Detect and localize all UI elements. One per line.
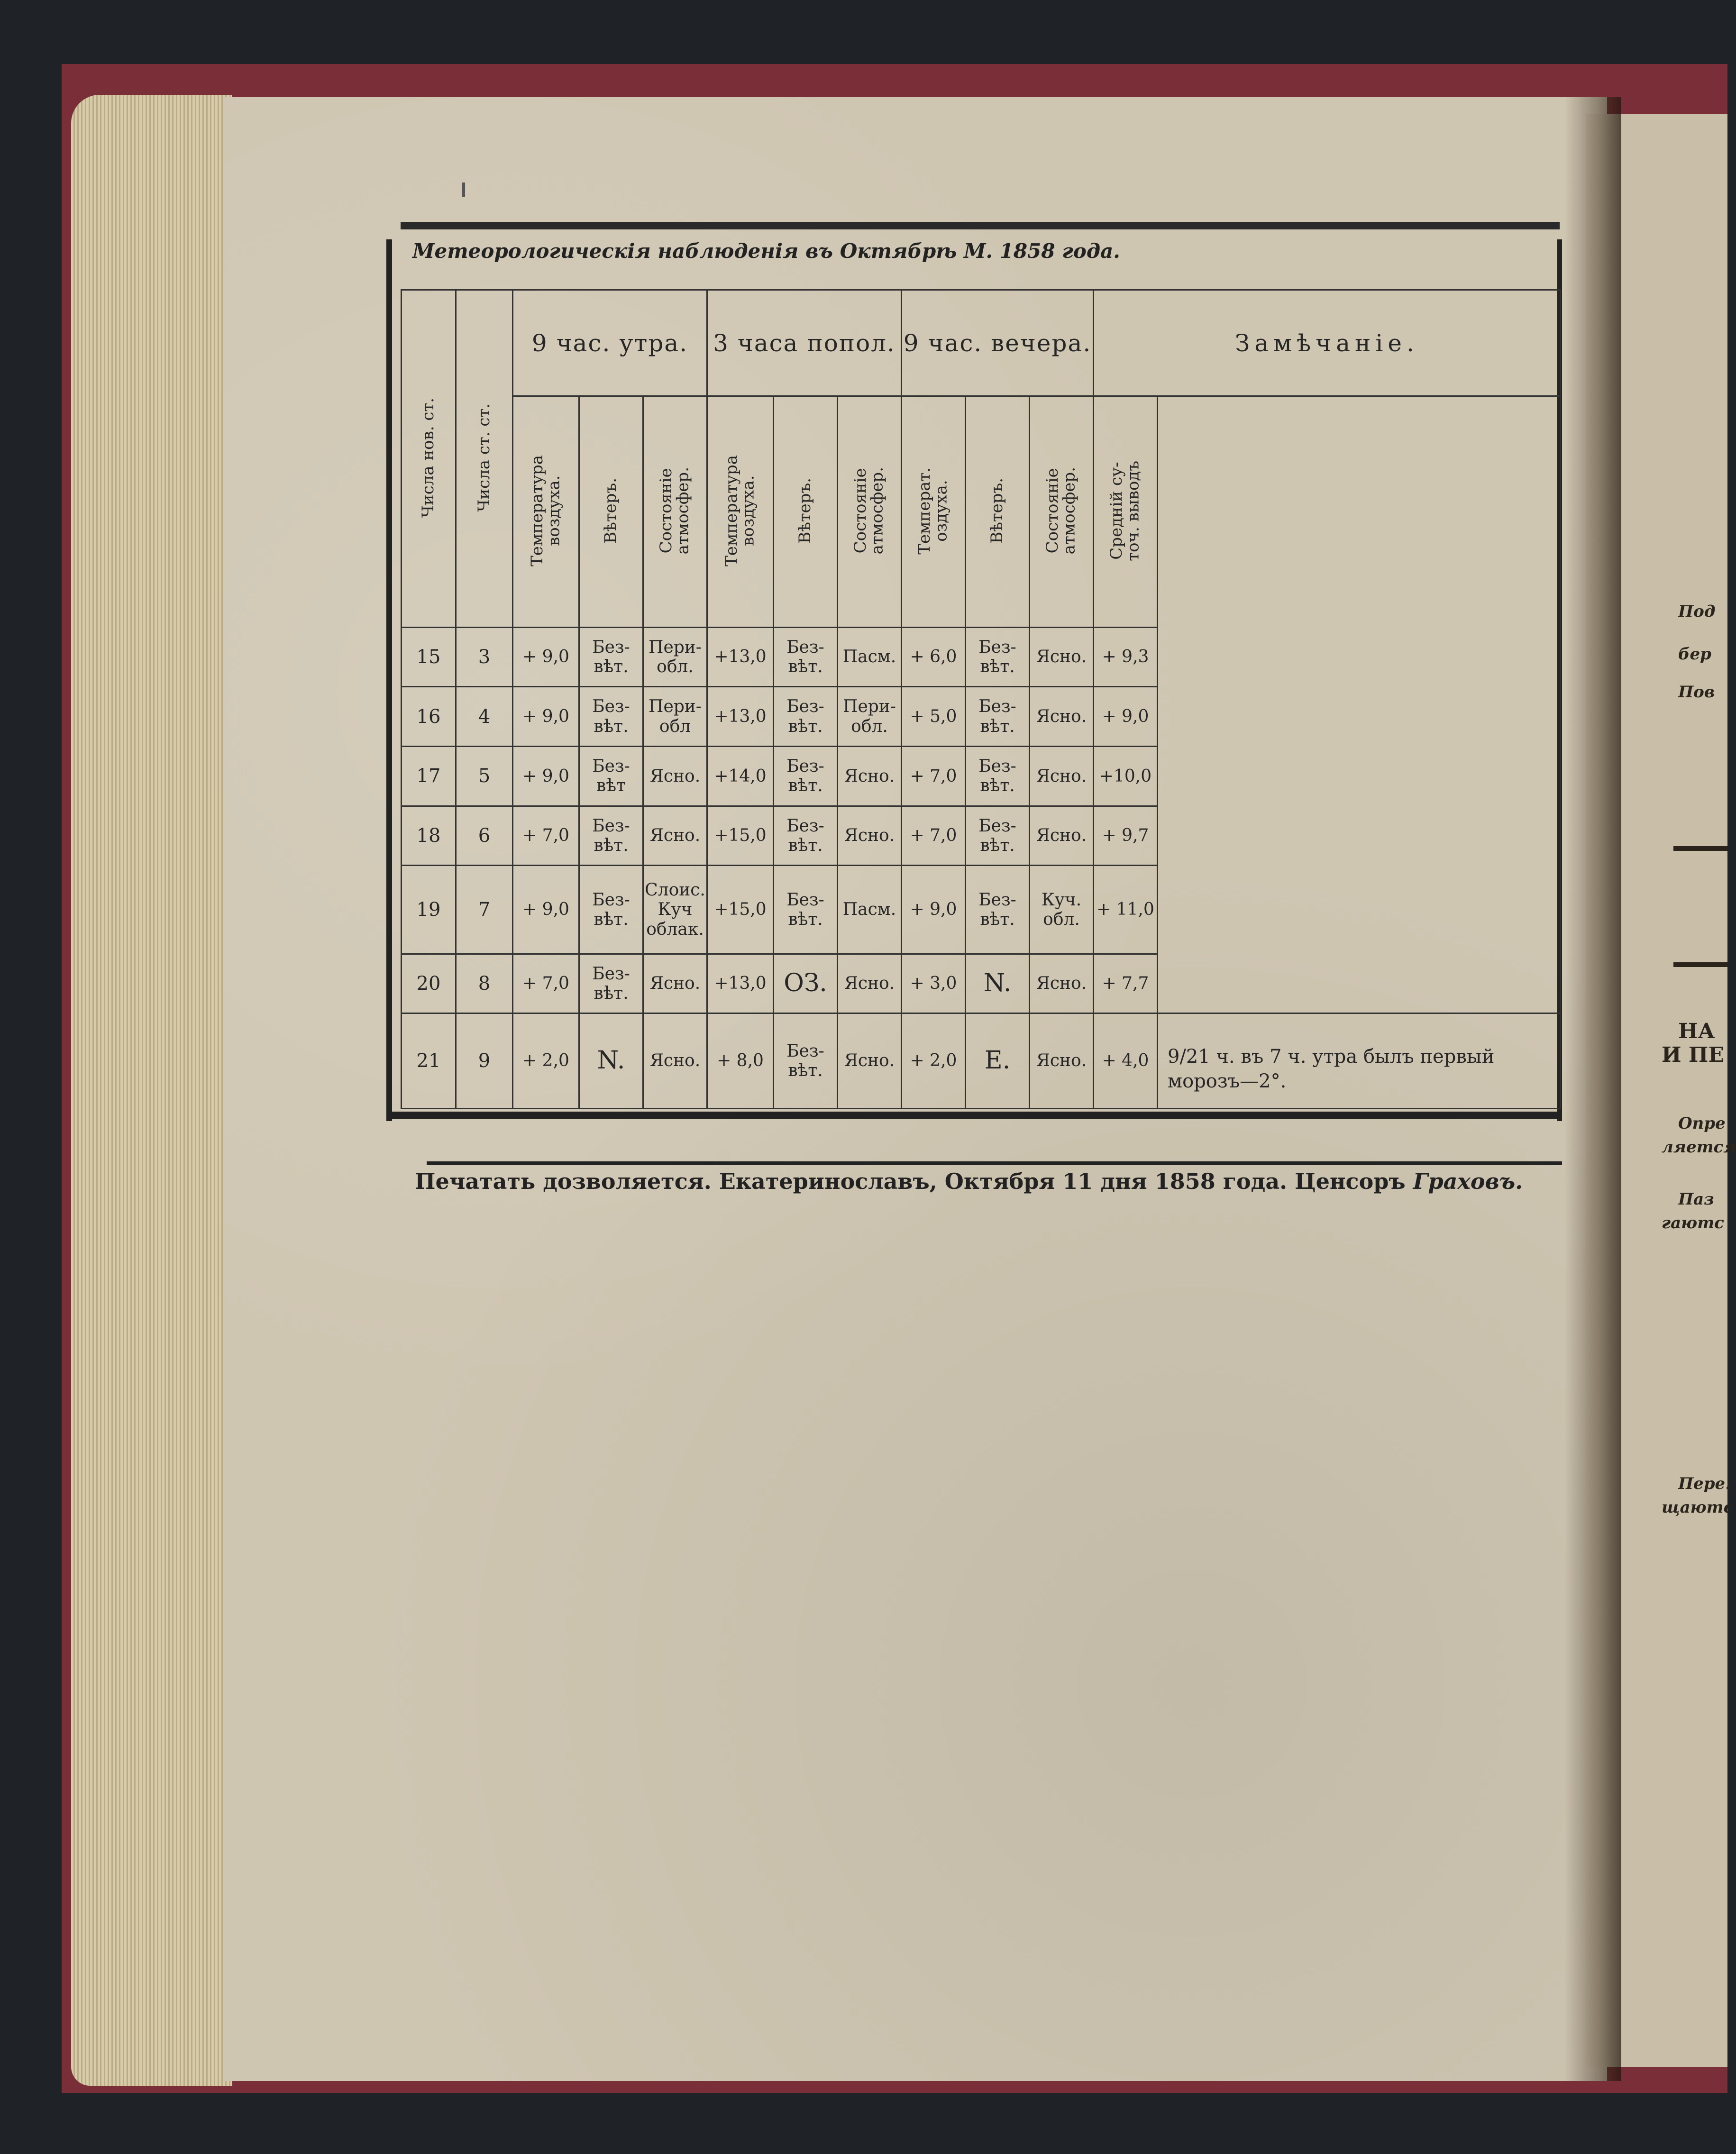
daily-average: + 4,0: [1094, 1013, 1158, 1109]
daily-average: + 9,0: [1094, 687, 1158, 747]
afternoon-wind: Без- вѣт.: [774, 627, 838, 687]
col-afternoon-wind: Вѣтеръ.: [774, 396, 838, 628]
gutter-shadow: [1564, 97, 1621, 2081]
censor-text: Печатать дозволяется. Екатеринославъ, Октября 11 дня 1858 года. Ценсоръ: [415, 1168, 1413, 1194]
evening-wind: E.: [966, 1013, 1030, 1109]
day-old-style: 3: [456, 627, 513, 687]
col-morning-wind: Вѣтеръ.: [579, 396, 643, 628]
evening-wind: Без- вѣт.: [966, 747, 1030, 806]
table-row: [402, 687, 1561, 747]
afternoon-temp: +13,0: [707, 954, 774, 1013]
day-old-style: 9: [456, 1013, 513, 1109]
afternoon-temp: +15,0: [707, 806, 774, 866]
afternoon-temp: +13,0: [707, 687, 774, 747]
evening-temp: + 7,0: [902, 806, 966, 866]
daily-average: + 9,3: [1094, 627, 1158, 687]
afternoon-wind: Без- вѣт.: [774, 687, 838, 747]
afternoon-wind: Без- вѣт.: [774, 806, 838, 866]
morning-atm: Слоис. Куч облак.: [643, 866, 707, 954]
morning-wind: Без- вѣт.: [579, 866, 643, 954]
evening-temp: + 3,0: [902, 954, 966, 1013]
afternoon-atm: Пасм.: [838, 866, 902, 954]
fragment: ляется: [1662, 1138, 1736, 1157]
group-afternoon: 3 часа попол.: [707, 290, 902, 396]
morning-temp: + 9,0: [513, 687, 579, 747]
evening-atm: Ясно.: [1030, 627, 1094, 687]
daily-average: + 11,0: [1094, 866, 1158, 954]
morning-temp: + 9,0: [513, 627, 579, 687]
evening-wind: Без- вѣт.: [966, 806, 1030, 866]
evening-wind: Без- вѣт.: [966, 866, 1030, 954]
col-evening-temp: Температ. оздуха.: [902, 396, 966, 628]
col-morning-atm: Состояніе атмосфер.: [643, 396, 707, 628]
morning-temp: + 7,0: [513, 954, 579, 1013]
fragment: Паз: [1678, 1190, 1714, 1209]
day-old-style: 5: [456, 747, 513, 806]
col-evening-wind: Вѣтеръ.: [966, 396, 1030, 628]
censor-note: [415, 1168, 1523, 1194]
daily-average: + 9,7: [1094, 806, 1158, 866]
afternoon-wind: Без- вѣт.: [774, 1013, 838, 1109]
table-row: [402, 747, 1561, 806]
fragment: Пере.: [1678, 1474, 1731, 1493]
day-old-style: 7: [456, 866, 513, 954]
afternoon-wind: ОЗ.: [774, 954, 838, 1013]
col-new-style: Числа нов. ст.: [402, 290, 456, 628]
afternoon-temp: +14,0: [707, 747, 774, 806]
morning-atm: Ясно.: [643, 806, 707, 866]
pencil-mark: [462, 183, 465, 197]
morning-wind: Без- вѣт.: [579, 627, 643, 687]
morning-wind: Без- вѣт.: [579, 687, 643, 747]
day-old-style: 8: [456, 954, 513, 1013]
morning-wind: Без- вѣт.: [579, 806, 643, 866]
remark-blank: [1158, 627, 1561, 687]
col-morning-temp: Температура воздуха.: [513, 396, 579, 628]
col-afternoon-atm: Состояніе атмосфер.: [838, 396, 902, 628]
evening-atm: Ясно.: [1030, 1013, 1094, 1109]
footer-rule: [427, 1161, 1562, 1165]
evening-temp: + 9,0: [902, 866, 966, 954]
evening-atm: Куч. обл.: [1030, 866, 1094, 954]
divider: [1673, 962, 1727, 967]
afternoon-atm: Пери- обл.: [838, 687, 902, 747]
group-morning: 9 час. утра.: [513, 290, 707, 396]
divider: [1673, 846, 1727, 851]
morning-wind: N.: [579, 1013, 643, 1109]
morning-atm: Ясно.: [643, 954, 707, 1013]
page-edges: [71, 95, 232, 2086]
evening-wind: Без- вѣт.: [966, 687, 1030, 747]
morning-atm: Ясно.: [643, 1013, 707, 1109]
daily-average: +10,0: [1094, 747, 1158, 806]
afternoon-atm: Пасм.: [838, 627, 902, 687]
evening-wind: Без- вѣт.: [966, 627, 1030, 687]
day-new-style: 21: [402, 1013, 456, 1109]
remark-blank: [1158, 687, 1561, 747]
afternoon-atm: Ясно.: [838, 747, 902, 806]
col-old-style: Числа ст. ст.: [456, 290, 513, 628]
day-new-style: 17: [402, 747, 456, 806]
evening-atm: Ясно.: [1030, 806, 1094, 866]
col-afternoon-temp: Температура воздуха.: [707, 396, 774, 628]
morning-temp: + 2,0: [513, 1013, 579, 1109]
weather-table: [401, 289, 1561, 1109]
remark-blank: [1158, 954, 1561, 1013]
morning-temp: + 9,0: [513, 866, 579, 954]
evening-temp: + 7,0: [902, 747, 966, 806]
morning-wind: Без- вѣт: [579, 747, 643, 806]
table-row: [402, 1013, 1561, 1109]
group-remark: Замѣчаніе.: [1094, 290, 1561, 396]
day-new-style: 18: [402, 806, 456, 866]
remark-blank: [1158, 806, 1561, 866]
header-group-row: [402, 290, 1561, 396]
fragment: щаютс: [1662, 1498, 1734, 1517]
evening-temp: + 5,0: [902, 687, 966, 747]
afternoon-atm: Ясно.: [838, 1013, 902, 1109]
table-row: [402, 866, 1561, 954]
remark-blank: [1158, 396, 1561, 628]
day-new-style: 20: [402, 954, 456, 1013]
group-evening: 9 час. вечера.: [902, 290, 1094, 396]
fragment: гаютс: [1662, 1214, 1724, 1232]
table-row: [402, 954, 1561, 1013]
day-new-style: 15: [402, 627, 456, 687]
bottom-rule: [386, 1112, 1562, 1119]
afternoon-wind: Без- вѣт.: [774, 866, 838, 954]
afternoon-wind: Без- вѣт.: [774, 747, 838, 806]
day-new-style: 19: [402, 866, 456, 954]
evening-temp: + 2,0: [902, 1013, 966, 1109]
header-sub-row: [402, 396, 1561, 628]
morning-atm: Ясно.: [643, 747, 707, 806]
evening-atm: Ясно.: [1030, 954, 1094, 1013]
evening-temp: + 6,0: [902, 627, 966, 687]
morning-atm: Пери- обл.: [643, 627, 707, 687]
afternoon-atm: Ясно.: [838, 954, 902, 1013]
table-row: [402, 806, 1561, 866]
afternoon-temp: +13,0: [707, 627, 774, 687]
table-caption: Метеорологическія наблюденія въ Октябрѣ М. 1858 года.: [412, 239, 1120, 263]
remark-text: 9/21 ч. въ 7 ч. утра былъ первый морозъ—2°.: [1158, 1013, 1561, 1109]
evening-atm: Ясно.: [1030, 687, 1094, 747]
fragment: Опре: [1678, 1114, 1726, 1133]
day-old-style: 4: [456, 687, 513, 747]
morning-temp: + 9,0: [513, 747, 579, 806]
afternoon-temp: +15,0: [707, 866, 774, 954]
morning-wind: Без- вѣт.: [579, 954, 643, 1013]
censor-name: Граховъ.: [1413, 1168, 1523, 1194]
table-row: [402, 627, 1561, 687]
evening-wind: N.: [966, 954, 1030, 1013]
day-new-style: 16: [402, 687, 456, 747]
fragment: бер: [1678, 645, 1711, 664]
fragment: Под: [1678, 602, 1716, 621]
fragment: НА: [1678, 1019, 1715, 1043]
fragment: И ПЕ: [1662, 1043, 1724, 1067]
fragment: Пов: [1678, 683, 1715, 702]
daily-average: + 7,7: [1094, 954, 1158, 1013]
remark-blank: [1158, 747, 1561, 806]
evening-atm: Ясно.: [1030, 747, 1094, 806]
col-evening-atm: Состояніе атмосфер.: [1030, 396, 1094, 628]
col-daily-average: Средній су- точ. выводъ: [1094, 396, 1158, 628]
morning-temp: + 7,0: [513, 806, 579, 866]
top-rule: [401, 222, 1560, 229]
morning-atm: Пери- обл: [643, 687, 707, 747]
afternoon-atm: Ясно.: [838, 806, 902, 866]
day-old-style: 6: [456, 806, 513, 866]
table-body: [402, 627, 1561, 1108]
afternoon-temp: + 8,0: [707, 1013, 774, 1109]
remark-blank: [1158, 866, 1561, 954]
